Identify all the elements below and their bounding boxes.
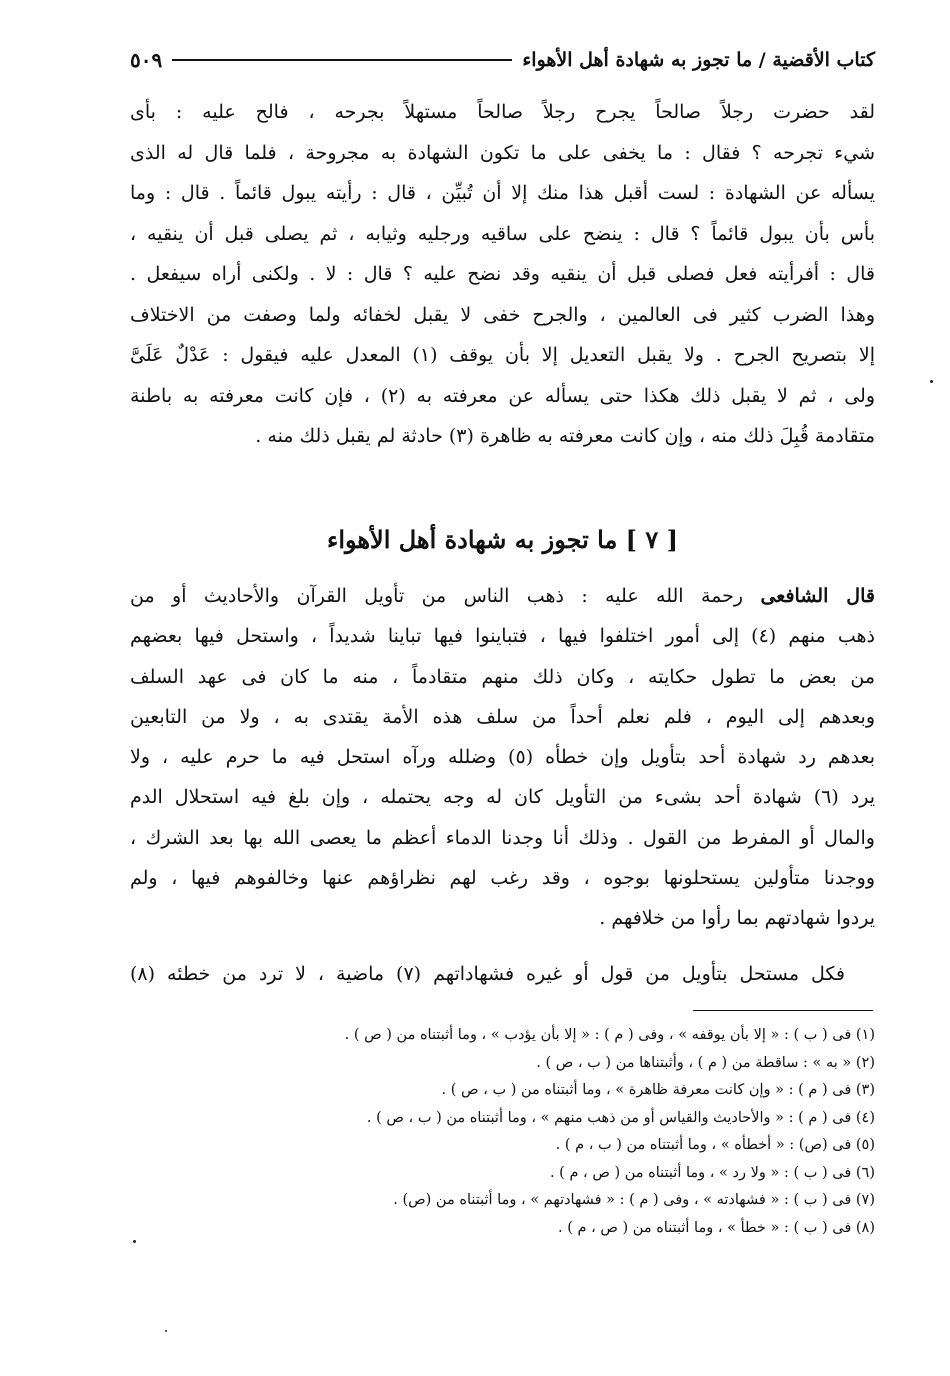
footnotes xyxy=(130,1022,875,1242)
paragraph-1-line: قال : أفرأيته فعل فصلى قبل أن ينقيه وقد نضح عليه ؟ قال : لا . ولكنى أراه سيفعل . xyxy=(130,263,875,285)
footnote: (٦) فى ( ب ) : « ولا رد » ، وما أثبتناه من ( ص ، م ) . xyxy=(549,1164,875,1181)
paragraph-2-line: يردوا شهادتهم بما رأوا من خلافهم . xyxy=(599,907,875,930)
paragraph-2 xyxy=(130,576,875,939)
header-title: كتاب الأقضية / ما تجوز به شهادة أهل الأهواء xyxy=(522,49,875,71)
paragraph-1-line: إلا بتصريح الجرح . ولا يقبل التعديل إلا بأن يوقف (١) المعدل عليه فيقول : عَدْلٌ عَلَىَّ xyxy=(130,344,875,366)
paragraph-1-line: وهذا الضرب كثير فى العالمين ، والجرح خفى لا يقبل لخفائه ولما وصفت من الاختلاف xyxy=(130,303,875,326)
footnote: (٧) فى ( ب ) : « فشهادته » ، وفى ( م ) : « فشهادتهم » ، وما أثبتناه من (ص) . xyxy=(393,1192,875,1208)
scan-speck xyxy=(930,380,933,383)
paragraph-3-line: فكل مستحل بتأويل من قول أو غيره فشهاداتهم (٧) ماضية ، لا ترد من خطئه (٨) xyxy=(130,963,845,985)
footnote: (١) فى ( ب ) : « إلا بأن يوقفه » ، وفى ( م ) : « إلا بأن يؤدب » ، وما أثبتناه من ( ص ) . xyxy=(344,1027,875,1043)
footnote: (٨) فى ( ب ) : « خطأ » ، وما أثبتناه من ( ص ، م ) . xyxy=(558,1219,875,1236)
paragraph-2-line: يرد (٦) شهادة أحد بشىء من التأويل كان له وجه يحتمله ، وإن بلغ فيه استحلال الدم xyxy=(130,786,875,809)
paragraph-1-line: متقادمة قُبِلَ ذلك منه ، وإن كانت معرفته به ظاهرة (٣) حادثة لم يقبل ذلك منه . xyxy=(255,425,875,447)
footnote: (٢) « به » : ساقطة من ( م ) ، وأثبتناها من ( ب ، ص ) . xyxy=(536,1054,875,1071)
paragraph-2-lead: قال الشافعى xyxy=(760,585,875,607)
paragraph-2-line: ووجدنا متأولين يستحلونها بوجوه ، وقد رغب لهم نظراؤهم عنها وخالفوهم فيها ، ولم xyxy=(130,867,875,890)
page-number: ٥٠٩ xyxy=(130,48,163,72)
paragraph-2-line: بعدهم رد شهادة أحد بتأويل وإن خطأه (٥) وضلله ورآه استحل فيه ما حرم عليه ، ولا xyxy=(130,746,875,769)
footnote: (٣) فى ( م ) : « وإن كانت معرفة ظاهرة » ، وما أثبتناه من ( ب ، ص ) . xyxy=(441,1082,875,1098)
paragraph-2-first-line xyxy=(130,576,875,616)
paragraph-2-line: ذهب منهم (٤) إلى أمور اختلفوا فيها ، فتباينوا فيها تباينا شديداً ، واستحل فيها بعضهم xyxy=(130,625,875,648)
paragraph-1-line: شيء تجرحه ؟ فقال : ما يخفى على ما تكون الشهادة به مجروحة ، فلما قال له الذى xyxy=(130,141,875,164)
paragraph-1 xyxy=(130,92,875,457)
paragraph-1-line: ولى ، ثم لا يقبل ذلك هكذا حتى يسأله عن معرفته به (٢) ، فإن كانت معرفته به باطنة xyxy=(130,384,875,407)
paragraph-2-line: وبعدهم إلى اليوم ، فلم نعلم أحداً من سلف هذه الأمة يقتدى به ، ولا من التابعين xyxy=(130,705,875,728)
running-header xyxy=(130,42,875,78)
footnote: (٥) فى (ص) : « أخطأه » ، وما أثبتناه من ( ب ، م ) . xyxy=(555,1137,875,1153)
footnote: (٤) فى ( م ) : « والأحاديث والقياس أو من ذهب منهم » ، وما أثبتناه من ( ب ، ص ) . xyxy=(366,1109,875,1126)
header-rule xyxy=(172,59,512,61)
paragraph-2-line: من بعض ما تطول حكايته ، وكان ذلك منهم متقادماً ، منه ما كان فى عهد السلف xyxy=(130,665,875,688)
paragraph-2-line: والمال أو المفرط من القول . وذلك أنا وجدنا الدماء أعظم ما يعصى الله بها بعد الشرك ، xyxy=(130,826,875,849)
scan-speck xyxy=(133,1240,136,1243)
paragraph-2-first-line-rest: رحمة الله عليه : ذهب الناس من تأويل القرآن والأحاديث أو من xyxy=(130,585,761,607)
paragraph-1-line: بأس بأن يبول قائماً ؟ قال : ينضح على ساقيه ورجليه وثيابه ، ثم يصلى قبل أن ينقيه ، xyxy=(130,222,875,245)
paragraph-1-line: لقد حضرت رجلاً صالحاً يجرح رجلاً صالحاً مستهلاً بجرحه ، فالح عليه : بأى xyxy=(130,101,875,123)
paragraph-1-line: يسأله عن الشهادة : لست أقبل هذا منك إلا أن تُبيِّن ، قال : رأيته يبول قائماً . قال : وما xyxy=(130,182,875,204)
footnote-separator xyxy=(693,1010,873,1011)
section-heading: [ ٧ ] ما تجوز به شهادة أهل الأهواء xyxy=(327,525,678,554)
paragraph-3 xyxy=(130,954,875,994)
scan-speck xyxy=(165,1330,167,1332)
